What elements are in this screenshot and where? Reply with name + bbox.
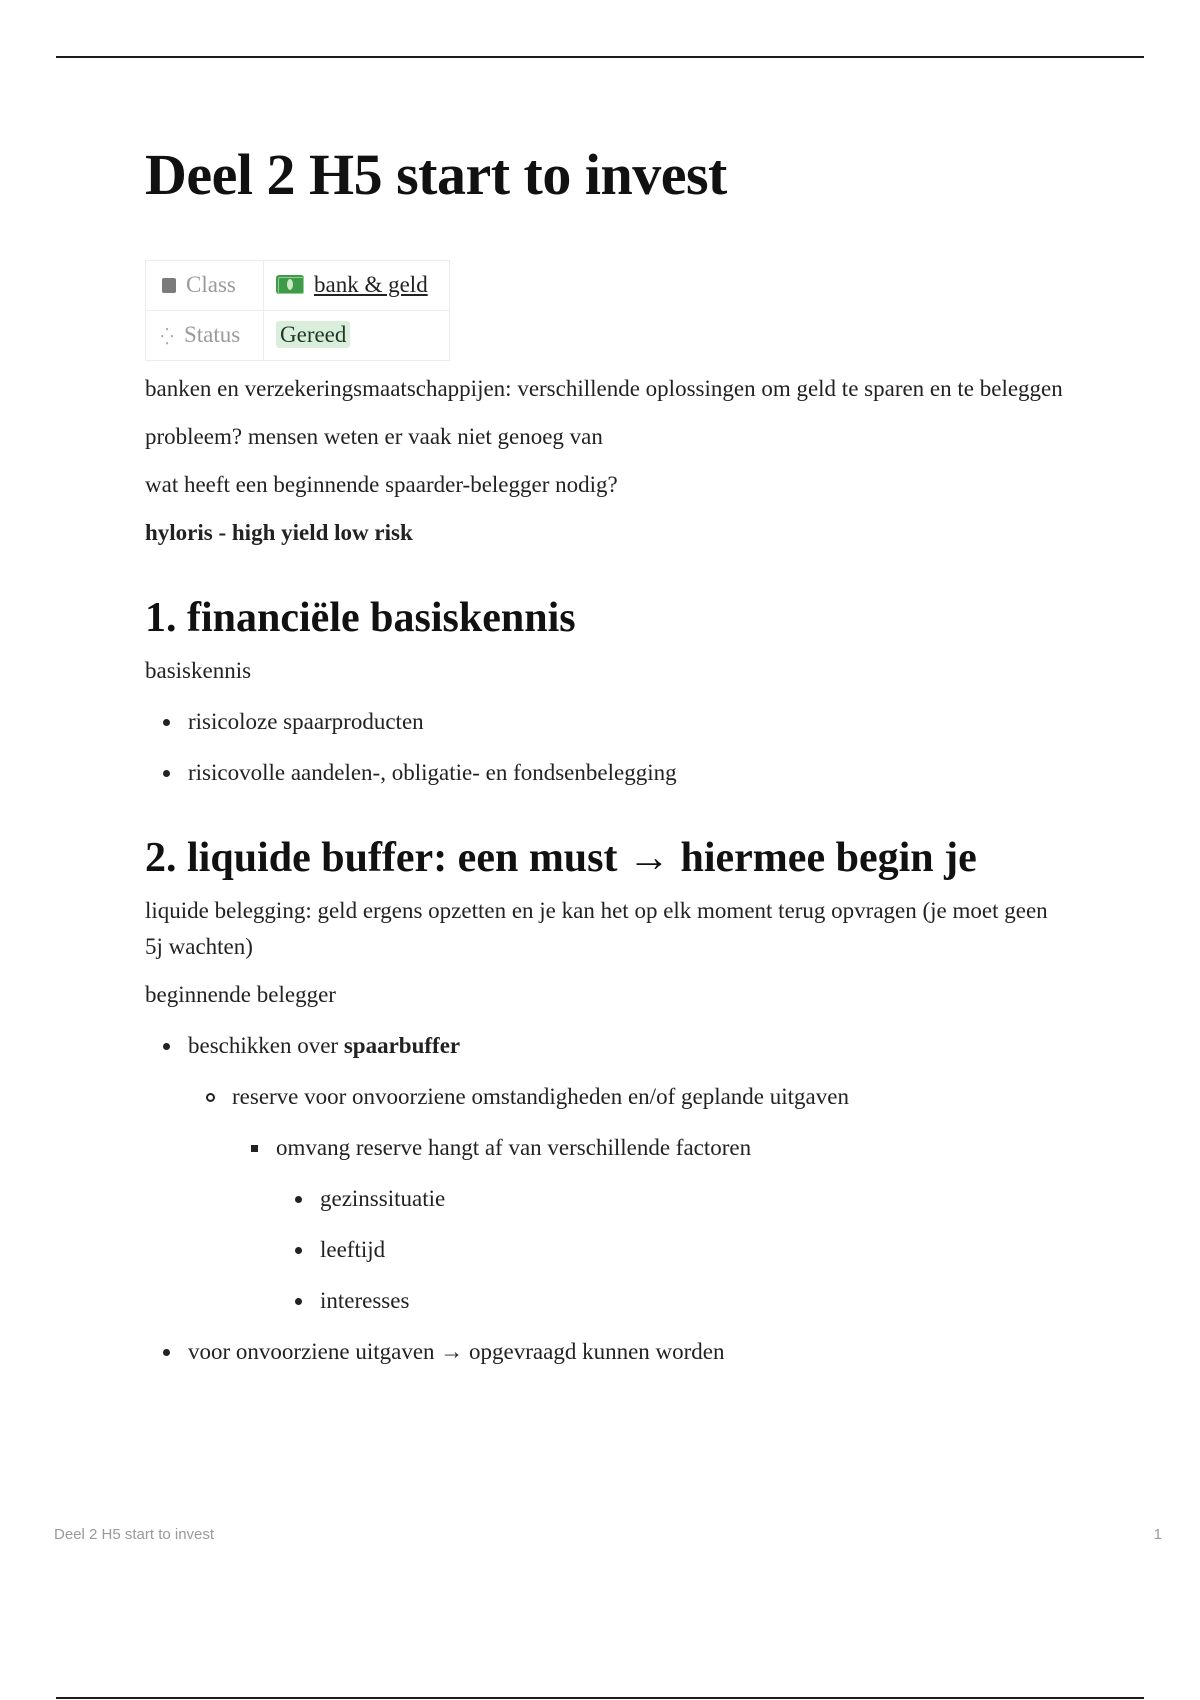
list-item: risicoloze spaarproducten: [145, 704, 1065, 740]
section-1-lead: basiskennis: [145, 657, 252, 683]
class-link[interactable]: bank & geld: [314, 272, 428, 298]
footer-title: Deel 2 H5 start to invest: [54, 1526, 215, 1543]
intro-bold: hyloris - high yield low risk: [145, 519, 413, 545]
top-rule: [56, 56, 1144, 58]
bullet-icon: [295, 1298, 302, 1305]
property-row-class: [146, 260, 450, 310]
bullet-icon: [163, 1043, 170, 1050]
status-badge[interactable]: Gereed: [276, 321, 350, 348]
section-2-paragraph: liquide belegging: geld ergens opzetten en je kan het op elk moment terug opvragen (je moet geen 5j wachten): [145, 898, 1048, 960]
circle-bullet-icon: [206, 1093, 215, 1102]
property-key-class: [146, 260, 264, 310]
property-row-status: [146, 310, 450, 360]
loading-icon: ⁛: [160, 329, 174, 347]
list-item: leeftijd: [145, 1232, 1065, 1268]
page-number: 1: [1153, 1526, 1162, 1543]
section-2-list: [145, 1028, 1065, 1370]
intro-paragraph-3: wat heeft een beginnende spaarder-belegger nodig?: [145, 471, 618, 497]
list-item: gezinssituatie: [145, 1181, 1065, 1217]
bullet-icon: [163, 1349, 170, 1356]
bullet-icon: [295, 1196, 302, 1203]
book-icon: [162, 278, 176, 293]
class-label: Class: [186, 272, 236, 298]
section-2-lead: beginnende belegger: [145, 982, 336, 1008]
list-item: beschikken over spaarbuffer: [145, 1028, 1065, 1064]
page-title: Deel 2 H5 start to invest: [145, 142, 727, 207]
money-icon: [276, 275, 304, 294]
status-label: Status: [184, 322, 241, 348]
intro-paragraph-1: banken en verzekeringsmaatschappijen: verschillende oplossingen om geld te sparen en te beleggen: [145, 375, 1063, 401]
section-1-list: [145, 704, 1065, 791]
property-value-class: [264, 260, 450, 310]
page-content: [145, 140, 1065, 1370]
list-item: reserve voor onvoorziene omstandigheden en/of geplande uitgaven: [145, 1079, 1065, 1115]
properties-table: [145, 260, 450, 361]
section-1-heading: 1. financiële basiskennis: [145, 594, 576, 641]
bullet-icon: [163, 770, 170, 777]
intro-paragraph-4: [145, 515, 1065, 551]
property-key-status: [146, 310, 264, 360]
list-item: risicovolle aandelen-, obligatie- en fondsenbelegging: [145, 755, 1065, 791]
list-item: omvang reserve hangt af van verschillende factoren: [145, 1130, 1065, 1166]
section-2-heading: 2. liquide buffer: een must → hiermee begin je: [145, 834, 977, 881]
bottom-rule: [56, 1697, 1144, 1699]
list-item: interesses: [145, 1283, 1065, 1319]
property-value-status: [264, 310, 450, 360]
bullet-icon: [163, 719, 170, 726]
square-bullet-icon: [251, 1145, 258, 1152]
bullet-icon: [295, 1247, 302, 1254]
list-item: voor onvoorziene uitgaven → opgevraagd kunnen worden: [145, 1334, 1065, 1370]
intro-paragraph-2: probleem? mensen weten er vaak niet genoeg van: [145, 423, 603, 449]
